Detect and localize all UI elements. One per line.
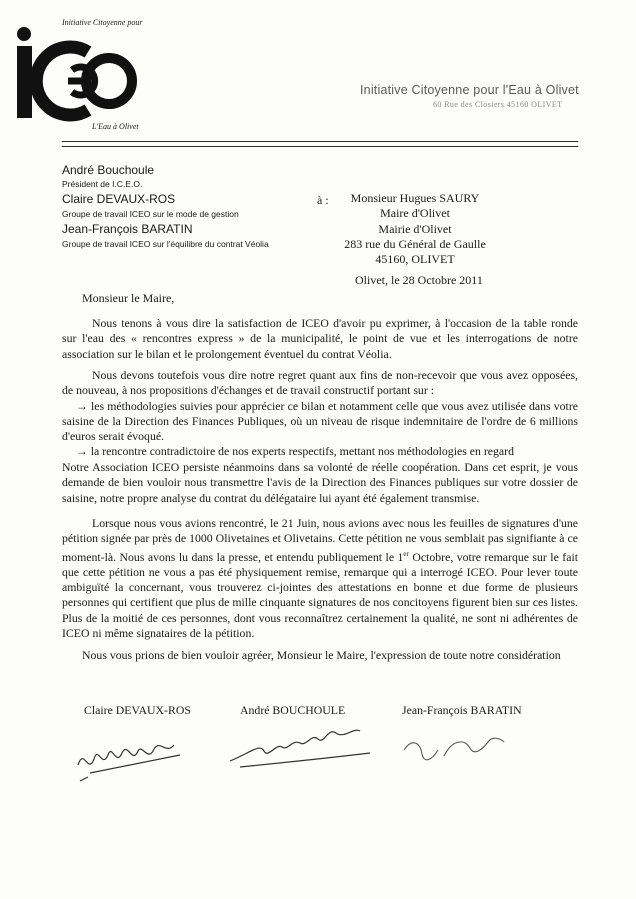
iceo-logo — [10, 22, 145, 127]
signatory-name-right: Jean-François BARATIN — [402, 703, 522, 717]
recipient-line: Maire d'Olivet — [380, 206, 450, 221]
recipient-line: Mairie d'Olivet — [378, 221, 452, 236]
bullet-line: → les méthodologies suivies pour apprécier ce bilan et notamment celle que vous avez utilisée dans votre — [76, 398, 578, 413]
text-line: demande de bien vouloir nous transmettre l'avis de la Direction des Finances publiques sur votre dossier de — [62, 475, 578, 490]
text-fragment: moment-là. Nous avons lu dans la presse, et entendu publiquement le 1 — [62, 549, 404, 564]
text-line: saisine de la Direction des Finances Publiques, où un niveau de risque indemnitaire de l'ordre de 6 millions — [62, 413, 578, 428]
paragraph-2 — [62, 368, 578, 460]
text-line: que cette pétition ne vous a pas été physiquement remise, remarque qui a interrogé ICEO. Pour lever toute — [62, 564, 578, 579]
signature-bouchoule — [220, 713, 380, 773]
sender-name: Claire DEVAUX-ROS — [62, 192, 176, 206]
salutation: Monsieur le Maire, — [82, 291, 175, 305]
text-line: sur l'eau des « rencontres express » de la municipalité, le point de vue et les interrogations de notre — [62, 331, 578, 346]
sender-name: Jean-François BARATIN — [62, 222, 193, 236]
text-line: ambiguïté la concernant, vous trouverez ci-jointes des attestations en bonne et due forme de plusieurs — [62, 580, 578, 595]
to-label: à : — [317, 193, 329, 207]
text-line: saisine, notre propre analyse du contrat du délégataire lui ayant été également transmise. — [62, 490, 480, 505]
signatory-name-center: André BOUCHOULE — [240, 703, 346, 717]
recipient-line: Monsieur Hugues SAURY — [350, 191, 480, 205]
letter-date: Olivet, le 28 Octobre 2011 — [355, 273, 483, 287]
sender-role: Groupe de travail ICEO sur le mode de gestion — [62, 209, 239, 219]
signature-baratin — [392, 720, 512, 780]
header-rule — [62, 141, 578, 142]
paragraph-4 — [62, 516, 578, 641]
header-rule — [62, 146, 578, 147]
recipient-block — [330, 191, 500, 267]
closing-formula: Nous vous prions de bien vouloir agréer, Monsieur le Maire, l'expression de toute notre considération — [82, 648, 561, 662]
text-line: personnes qui certifient que plus de mille cinquante signatures de nos concitoyens figurent bien sur ces listes. — [62, 595, 578, 610]
org-name: Initiative Citoyenne pour l'Eau à Olivet — [360, 83, 579, 97]
text-fragment: Octobre, votre remarque sur le fait — [408, 549, 578, 564]
text-line: ICEO ni même signataires de la pétition. — [62, 626, 255, 640]
sender-name: André Bouchoule — [62, 163, 155, 177]
text-line: Nous devons toutefois vous dire notre regret quant aux fins de non-recevoir que vous avez opposées, — [92, 368, 578, 382]
signature-devaux-ros — [70, 725, 210, 795]
logo-tagline-top: Initiative Citoyenne pour — [62, 18, 143, 27]
text-line: de nouveau, à nos propositions d'échanges et de travail constructif portant sur : — [62, 383, 434, 398]
text-line: Lorsque nous vous avions rencontré, le 21 Juin, nous avions avec nous les feuilles de signatures d'une — [92, 516, 578, 530]
text-line: association sur le bilan et le prolongement éventuel du contrat Véolia. — [62, 346, 392, 361]
text-line: Nous tenons à vous dire la satisfaction de ICEO d'avoir pu exprimer, à l'occasion de la table ronde — [92, 316, 578, 330]
text-line: Plus de la moitié de ces personnes, dont vous reconnaîtrez certainement la qualité, ne sont ni adhérentes de — [62, 610, 578, 625]
bullet-line: → la rencontre contradictoire de nos experts respectifs, mettant nos méthodologies en regard — [76, 444, 514, 459]
sender-role: Groupe de travail ICEO sur l'équilibre du contrat Véolia — [62, 239, 269, 249]
logo-tagline-bottom: L'Eau à Olivet — [92, 122, 139, 131]
text-line: pétition signée par près de 1000 Olivetaines et Olivetains. Cette pétition ne vous semblait pas signifiante à ce — [62, 531, 578, 546]
text-line: d'euros serait évoqué. — [62, 429, 165, 444]
text-line: Notre Association ICEO persiste néanmoins dans sa volonté de réelle coopération. Dans cet esprit, je vous — [62, 460, 578, 474]
recipient-line: 45160, OLIVET — [375, 252, 455, 267]
paragraph-3 — [62, 460, 578, 506]
signatory-name-left: Claire DEVAUX-ROS — [84, 703, 191, 717]
sender-role: Président de I.C.E.O. — [62, 179, 143, 189]
org-address: 60 Rue des Closiers 45160 OLIVET — [433, 100, 563, 109]
recipient-line: 283 rue du Général de Gaulle — [344, 236, 486, 251]
superscript: er — [403, 549, 409, 558]
paragraph-1 — [62, 316, 578, 362]
